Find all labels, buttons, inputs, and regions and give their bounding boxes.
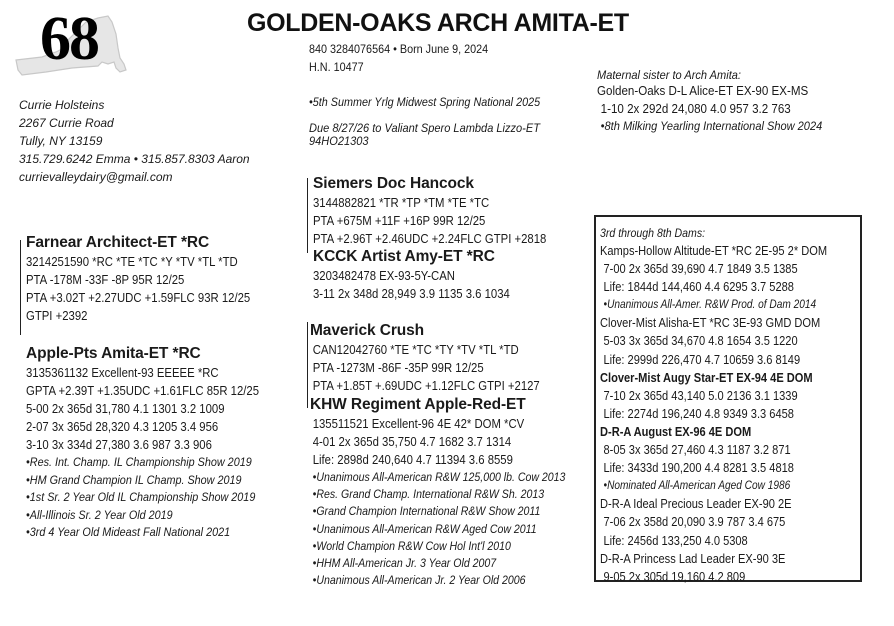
dam-5th: [600, 369, 827, 423]
dam-line: 3-10 3x 334d 27,380 3.6 987 3.3 906: [26, 438, 212, 452]
sire-line: GTPI +2392: [26, 309, 88, 323]
dam-5th-name: Clover-Mist Augy Star-ET EX-94 4E DOM: [600, 370, 813, 385]
bracket-paternal: [307, 178, 308, 253]
dams-box-caption: 3rd through 8th Dams:: [600, 226, 706, 240]
dam-award: •3rd 4 Year Old Mideast Fall National 2021: [26, 525, 231, 539]
lot-number: 68: [40, 5, 98, 73]
dam-7th: [600, 495, 827, 549]
dam-line: 5-00 2x 365d 31,780 4.1 1301 3.2 1009: [26, 402, 225, 416]
sire-sire-name: Siemers Doc Hancock: [313, 175, 474, 192]
dam-7th-line: Life: 2456d 133,250 4.0 5308: [603, 533, 748, 548]
dam-name: Apple-Pts Amita-ET *RC: [26, 345, 201, 362]
registration-line: 840 3284076564 • Born June 9, 2024: [309, 42, 489, 56]
bracket-maternal: [307, 322, 308, 408]
dam-award: •Res. Int. Champ. IL Championship Show 2019: [26, 455, 252, 469]
dam-4th-line: Life: 2999d 226,470 4.7 10659 3.6 8149: [603, 352, 801, 367]
dam-7th-line: 7-06 2x 358d 20,090 3.9 787 3.4 675: [603, 515, 786, 530]
dam-3rd: [600, 242, 827, 314]
hn-line: H.N. 10477: [309, 60, 364, 74]
sire-block: [26, 233, 275, 325]
consignor-phones: 315.729.6242 Emma • 315.857.8303 Aaron: [19, 152, 250, 166]
dam-3rd-line: 7-00 2x 365d 39,690 4.7 1849 3.5 1385: [603, 262, 798, 277]
sire-sire-line: PTA +2.96T +2.46UDC +2.24FLC GTPI +2818: [313, 232, 547, 246]
maternal-sister-name: Golden-Oaks D-L Alice-ET EX-90 EX-MS: [597, 84, 809, 98]
dam-5th-line: 7-10 2x 365d 43,140 5.0 2136 3.1 1339: [603, 388, 798, 403]
dam-6th-name: D-R-A August EX-96 4E DOM: [600, 424, 752, 439]
dam-dam-block: [310, 395, 600, 589]
dam-3rd-award: •Unanimous All-Amer. R&W Prod. of Dam 2014: [603, 299, 817, 312]
ancestral-dams-box: [594, 215, 862, 582]
dam-8th-name: D-R-A Princess Lad Leader EX-90 3E: [600, 551, 786, 566]
dam-dam-award: •HHM All-American Jr. 3 Year Old 2007: [312, 556, 497, 571]
sire-sire-line: 3144882821 *TR *TP *TM *TE *TC: [313, 196, 490, 210]
dam-line: GPTA +2.39T +1.35UDC +1.61FLC 85R 12/25: [26, 384, 260, 398]
sire-dam-block: [313, 247, 532, 303]
dam-block: [26, 344, 285, 542]
sire-line: PTA -178M -33F -8P 95R 12/25: [26, 273, 185, 287]
due-line: Due 8/27/26 to Valiant Spero Lambda Lizzo-ET: [309, 121, 540, 135]
bracket-sire: [20, 240, 21, 335]
animal-title: GOLDEN-OAKS ARCH AMITA-ET: [247, 9, 629, 37]
dam-8th: [600, 550, 827, 586]
dam-sire-line: PTA -1273M -86F -35P 99R 12/25: [312, 361, 484, 375]
dam-3rd-name: Kamps-Hollow Altitude-ET *RC 2E-95 2* DOM: [600, 244, 828, 258]
dam-6th-award: •Nominated All-American Aged Cow 1986: [603, 480, 791, 493]
dam-dam-line: 135511521 Excellent-96 4E 42* DOM *CV: [312, 417, 525, 431]
dam-dam-award: •Unanimous All-American R&W Aged Cow 2011: [312, 521, 537, 536]
dam-award: •HM Grand Champion IL Champ. Show 2019: [26, 472, 242, 487]
dam-dam-line: 4-01 2x 365d 35,750 4.7 1682 3.7 1314: [312, 435, 512, 449]
dam-sire-line: CAN12042760 *TE *TC *TY *TV *TL *TD: [312, 343, 519, 357]
consignor-address: 2267 Currie Road: [19, 116, 114, 130]
dam-6th: [600, 423, 827, 495]
due-service-sire-code: 94HO21303: [309, 134, 369, 148]
maternal-sister-caption: Maternal sister to Arch Amita:: [597, 68, 741, 82]
dam-3rd-line: Life: 1844d 144,460 4.4 6295 3.7 5288: [603, 280, 794, 295]
consignor-name: Currie Holsteins: [19, 98, 105, 112]
dam-dam-line: Life: 2898d 240,640 4.7 11394 3.6 8559: [312, 453, 513, 467]
sire-line: PTA +3.02T +2.27UDC +1.59FLC 93R 12/25: [26, 291, 251, 305]
sire-line: 3214251590 *RC *TE *TC *Y *TV *TL *TD: [26, 255, 238, 269]
dam-sire-line: PTA +1.85T +.69UDC +1.12FLC GTPI +2127: [312, 379, 540, 393]
dam-7th-name: D-R-A Ideal Precious Leader EX-90 2E: [600, 497, 792, 512]
maternal-sister-award: •8th Milking Yearling International Show 2024: [600, 119, 823, 133]
dam-4th-name: Clover-Mist Alisha-ET *RC 3E-93 GMD DOM: [600, 316, 821, 331]
dam-sire-name: Maverick Crush: [310, 322, 425, 339]
dam-dam-award: •World Champion R&W Cow Hol Int'l 2010: [312, 538, 511, 553]
consignor-block: [19, 96, 250, 186]
dam-dam-name: KHW Regiment Apple-Red-ET: [310, 396, 526, 413]
maternal-sister-block: [597, 68, 842, 134]
sire-dam-name: KCCK Artist Amy-ET *RC: [313, 248, 495, 265]
sire-sire-line: PTA +675M +11F +16P 99R 12/25: [313, 214, 486, 228]
dam-sire-block: [310, 321, 565, 395]
dam-line: 3135361132 Excellent-93 EEEEE *RC: [26, 366, 219, 380]
dam-line: 2-07 3x 365d 28,320 4.3 1205 3.4 956: [26, 420, 219, 434]
dam-dam-award: •Unanimous All-American R&W 125,000 lb. Cow 2013: [312, 470, 566, 484]
sire-name: Farnear Architect-ET *RC: [26, 234, 210, 251]
dam-dam-award: •Unanimous All-American Jr. 2 Year Old 2006: [312, 573, 526, 588]
dam-4th-line: 5-03 3x 365d 34,670 4.8 1654 3.5 1220: [603, 334, 798, 349]
dam-dam-award: •Grand Champion International R&W Show 2011: [312, 504, 541, 519]
dam-5th-line: Life: 2274d 196,240 4.8 9349 3.3 6458: [603, 406, 794, 421]
show-award: •5th Summer Yrlg Midwest Spring National 2025: [309, 95, 541, 109]
dam-dam-award: •Res. Grand Champ. International R&W Sh. 2013: [312, 487, 545, 502]
consignor-email: currievalleydairy@gmail.com: [19, 170, 173, 184]
dam-4th: [600, 314, 827, 368]
maternal-sister-record: 1-10 2x 292d 24,080 4.0 957 3.2 763: [600, 102, 791, 116]
consignor-city: Tully, NY 13159: [19, 134, 103, 148]
dam-award: •1st Sr. 2 Year Old IL Championship Show 2019: [26, 490, 256, 504]
due-block: [309, 122, 540, 148]
dam-award: •All-Illinois Sr. 2 Year Old 2019: [26, 507, 173, 522]
dam-8th-line: 9-05 2x 305d 19,160 4.2 809: [603, 569, 746, 584]
sire-dam-line: 3203482478 EX-93-5Y-CAN: [313, 269, 456, 283]
sire-dam-line: 3-11 2x 348d 28,949 3.9 1135 3.6 1034: [313, 287, 510, 301]
sire-sire-block: [313, 174, 572, 248]
dam-6th-line: 8-05 3x 365d 27,460 4.3 1187 3.2 871: [603, 443, 791, 458]
dam-6th-line: Life: 3433d 190,200 4.4 8281 3.5 4818: [603, 461, 794, 476]
